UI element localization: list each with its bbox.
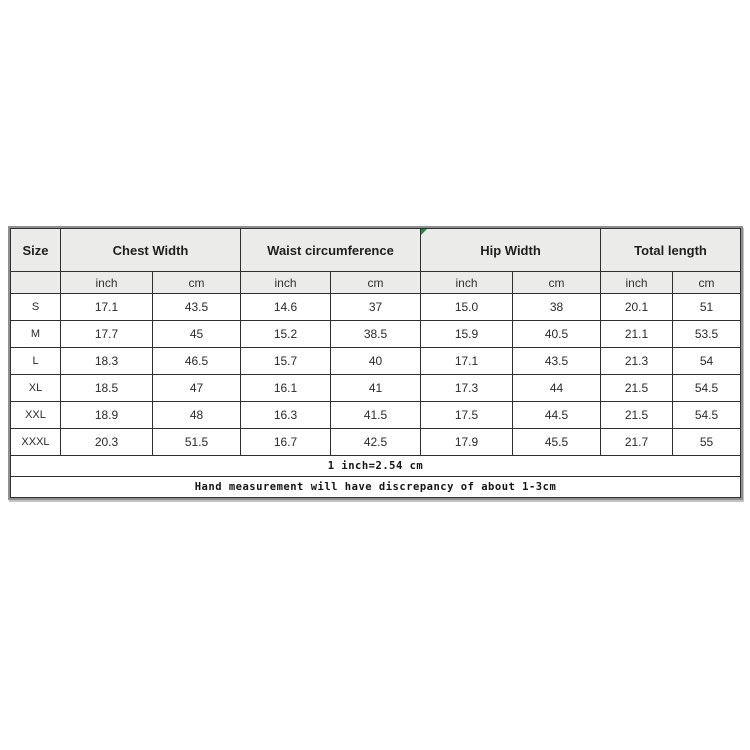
- measurement-cell: 17.1: [421, 348, 513, 375]
- measurement-cell: 51.5: [153, 429, 241, 456]
- measurement-cell: 17.7: [61, 321, 153, 348]
- measurement-cell: 51: [673, 294, 741, 321]
- table-row: [11, 402, 741, 429]
- size-cell: L: [11, 348, 61, 375]
- measurement-cell: 40: [331, 348, 421, 375]
- measurement-cell: 47: [153, 375, 241, 402]
- waist-circumference-header: Waist circumference: [241, 229, 421, 272]
- measurement-cell: 38: [513, 294, 601, 321]
- unit-header-row: [11, 272, 741, 294]
- size-cell: XXXL: [11, 429, 61, 456]
- measurement-cell: 55: [673, 429, 741, 456]
- measurement-cell: 20.3: [61, 429, 153, 456]
- measurement-cell: 15.9: [421, 321, 513, 348]
- measurement-cell: 45: [153, 321, 241, 348]
- excel-comment-marker: [421, 229, 427, 235]
- table-row: [11, 348, 741, 375]
- size-cell: XL: [11, 375, 61, 402]
- table-row: [11, 321, 741, 348]
- header-group-row: [11, 229, 741, 272]
- measurement-cell: 15.0: [421, 294, 513, 321]
- measurement-discrepancy-note: Hand measurement will have discrepancy of about 1-3cm: [11, 477, 741, 498]
- measurement-cell: 44.5: [513, 402, 601, 429]
- measurement-cell: 54.5: [673, 402, 741, 429]
- measurement-cell: 18.3: [61, 348, 153, 375]
- measurement-cell: 18.5: [61, 375, 153, 402]
- measurement-cell: 14.6: [241, 294, 331, 321]
- measurement-cell: 38.5: [331, 321, 421, 348]
- measurement-cell: 16.1: [241, 375, 331, 402]
- unit-label: cm: [673, 272, 741, 294]
- measurement-cell: 42.5: [331, 429, 421, 456]
- size-chart-table: [10, 228, 741, 498]
- unit-label: cm: [513, 272, 601, 294]
- unit-label: inch: [241, 272, 331, 294]
- measurement-cell: 17.5: [421, 402, 513, 429]
- measurement-cell: 21.3: [601, 348, 673, 375]
- size-column-header: Size: [11, 229, 61, 272]
- measurement-discrepancy-note-row: [11, 477, 741, 498]
- measurement-cell: 46.5: [153, 348, 241, 375]
- measurement-cell: 17.3: [421, 375, 513, 402]
- measurement-cell: 17.1: [61, 294, 153, 321]
- unit-label: cm: [331, 272, 421, 294]
- size-cell: S: [11, 294, 61, 321]
- measurement-cell: 21.7: [601, 429, 673, 456]
- measurement-cell: 15.7: [241, 348, 331, 375]
- measurement-cell: 53.5: [673, 321, 741, 348]
- measurement-cell: 18.9: [61, 402, 153, 429]
- table-row: [11, 375, 741, 402]
- unit-blank-cell: [11, 272, 61, 294]
- measurement-cell: 45.5: [513, 429, 601, 456]
- inch-conversion-note-row: [11, 456, 741, 477]
- unit-label: inch: [61, 272, 153, 294]
- measurement-cell: 40.5: [513, 321, 601, 348]
- measurement-cell: 48: [153, 402, 241, 429]
- measurement-cell: 20.1: [601, 294, 673, 321]
- measurement-cell: 43.5: [153, 294, 241, 321]
- measurement-cell: 41: [331, 375, 421, 402]
- size-chart-table-wrap: [8, 226, 743, 500]
- measurement-cell: 37: [331, 294, 421, 321]
- measurement-cell: 16.3: [241, 402, 331, 429]
- table-row: [11, 429, 741, 456]
- size-cell: XXL: [11, 402, 61, 429]
- inch-conversion-note: 1 inch=2.54 cm: [11, 456, 741, 477]
- measurement-cell: 54: [673, 348, 741, 375]
- measurement-cell: 43.5: [513, 348, 601, 375]
- chest-width-header: Chest Width: [61, 229, 241, 272]
- measurement-cell: 54.5: [673, 375, 741, 402]
- table-row: [11, 294, 741, 321]
- unit-label: inch: [421, 272, 513, 294]
- unit-label: inch: [601, 272, 673, 294]
- measurement-cell: 16.7: [241, 429, 331, 456]
- measurement-cell: 15.2: [241, 321, 331, 348]
- measurement-cell: 17.9: [421, 429, 513, 456]
- unit-label: cm: [153, 272, 241, 294]
- hip-width-header: Hip Width: [421, 229, 601, 272]
- measurement-cell: 21.1: [601, 321, 673, 348]
- measurement-cell: 41.5: [331, 402, 421, 429]
- measurement-cell: 21.5: [601, 375, 673, 402]
- size-cell: M: [11, 321, 61, 348]
- total-length-header: Total length: [601, 229, 741, 272]
- measurement-cell: 21.5: [601, 402, 673, 429]
- measurement-cell: 44: [513, 375, 601, 402]
